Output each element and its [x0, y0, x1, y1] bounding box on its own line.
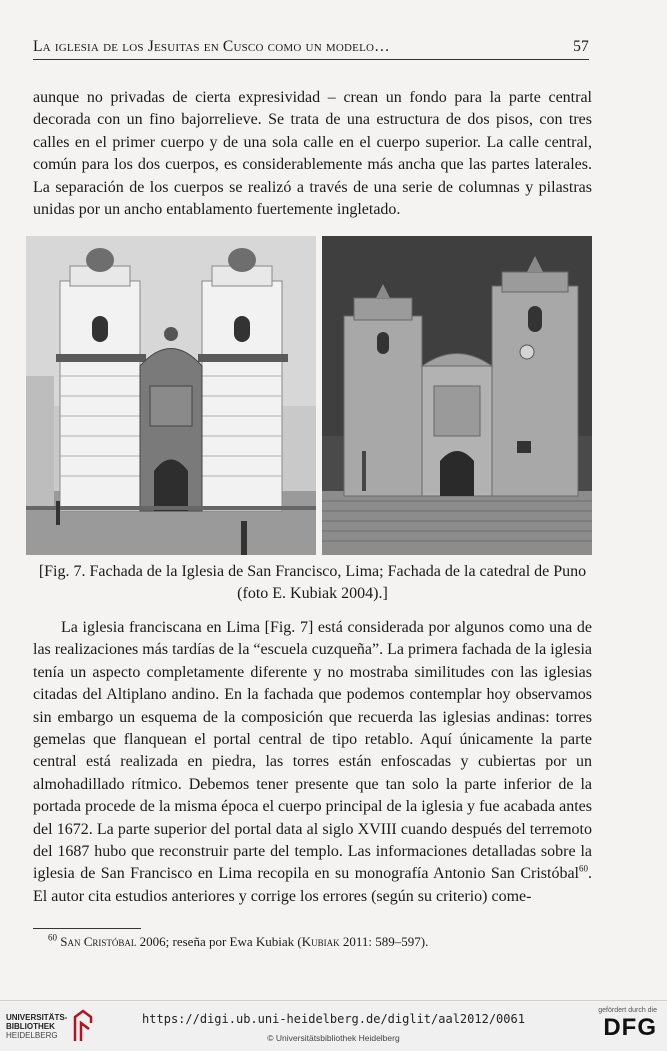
library-line-3: HEIDELBERG [6, 1030, 58, 1040]
viewer-footer [0, 1000, 667, 1051]
page-number: 57 [573, 38, 589, 55]
dfg-logo[interactable] [598, 1007, 657, 1042]
footnote-text-b: 2011: 589–597). [339, 934, 429, 949]
paragraph-2-text: La iglesia franciscana en Lima [Fig. 7] está considerada por algunos como una de las realizaciones más tardías de la “escuela cuzqueña”. La primera fachada de la iglesia tenía un aspecto completamente diferente y no mostraba similitudes con las iglesias citadas del Altiplano andino. En la fachada que podemos contemplar hoy observamos sin embargo un esquema de la composición que recuerda las iglesias andinas: torres gemelas que flanquean el portal central de tipo retablo. Aquí únicamente la parte central está realizada en piedra, las torres están enfoscadas y cubiertas por un almohadillado rítmico. Debemos tener presente que tan solo la parte inferior de la portada procede de la misma época el cuerpo principal de la iglesia y fue acabada antes del 1672. La parte superior del portal data al siglo XVIII cuando después del terremoto del 1687 hubo que reconstruir parte del templo. Las informaciones detalladas sobre la iglesia de San Francisco en Lima recopila en su monografía Antonio San Cristóbal [33, 619, 592, 883]
permalink-url[interactable]: https://digi.ub.uni-heidelberg.de/diglit/aal2012/0061 [142, 1012, 525, 1026]
footnote-author-2: Kubiak [301, 934, 340, 949]
footnote-divider [33, 928, 141, 929]
paragraph-2: La iglesia franciscana en Lima [Fig. 7] está considerada por algunos como una de las realizaciones más tardías de la “escuela cuzqueña”. La primera fachada de la iglesia tenía un aspecto completamente diferente y no mostraba similitudes con las iglesias citadas del Altiplano andino. En la fachada que podemos contemplar hoy observamos sin embargo un esquema de la composición que recuerda las iglesias andinas: torres gemelas que flanquean el portal central de tipo retablo. Aquí únicamente la parte central está realizada en piedra, las torres están enfoscadas y cubiertas por un almohadillado rítmico. Debemos tener presente que tan solo la parte inferior de la portada procede de la misma época el cuerpo principal de la iglesia y fue acabada antes del 1672. La parte superior del portal data al siglo XVIII cuando después del terremoto del 1687 hubo que reconstruir parte del templo. Las informaciones detalladas sobre la iglesia de San Francisco en Lima recopila en su monografía Antonio San Cristóbal$^{60}$. El autor cita estudios anteriores y corrige los errores (según su criterio) come- [33, 619, 592, 905]
caption-line-2: (foto E. Kubiak 2004).] [237, 585, 388, 602]
footnote-number: 60 [48, 932, 57, 943]
library-line-2: BIBLIOTHEK [6, 1021, 55, 1031]
footnote [48, 933, 588, 951]
footnote-text-a: 2006; reseña por Ewa Kubiak ( [136, 934, 302, 949]
footnote-author: San Cristóbal [60, 934, 137, 949]
photo-san-francisco-lima [26, 236, 316, 555]
figure-7 [24, 236, 592, 555]
paragraph-2-continuation: El autor cita estudios anteriores y corrige los errores (según su criterio) come- [33, 887, 532, 905]
figure-caption [33, 561, 592, 605]
footnote-reference[interactable]: 60 [579, 864, 588, 875]
paragraph-1: aunque no privadas de cierta expresividad – crean un fondo para la parte central decorada con un fino bajorrelieve. Se trata de una estructura de dos pisos, con tres calles en el primer cuerpo y de una sola calle en el cuerpo superior. La calle central, común para los dos cuerpos, es considerablemente más ancha que las partes laterales. La separación de los cuerpos se realizó a través de una serie de columnas y pilastras unidas por un ancho entablamento fuertemente ingletado. [33, 89, 592, 219]
running-head [33, 38, 589, 60]
running-title: La iglesia de los Jesuitas en Cusco como un modelo… [33, 38, 390, 55]
library-line-1: UNIVERSITÄTS- [6, 1012, 68, 1022]
caption-line-1: [Fig. 7. Fachada de la Iglesia de San Francisco, Lima; Fachada de la catedral de Puno [38, 563, 587, 580]
copyright-notice: © Universitätsbibliothek Heidelberg [267, 1033, 400, 1043]
dfg-funding-note: gefördert durch die [598, 1007, 657, 1014]
dfg-logo-icon: DFG [603, 1014, 657, 1041]
photo-catedral-puno [322, 236, 592, 555]
